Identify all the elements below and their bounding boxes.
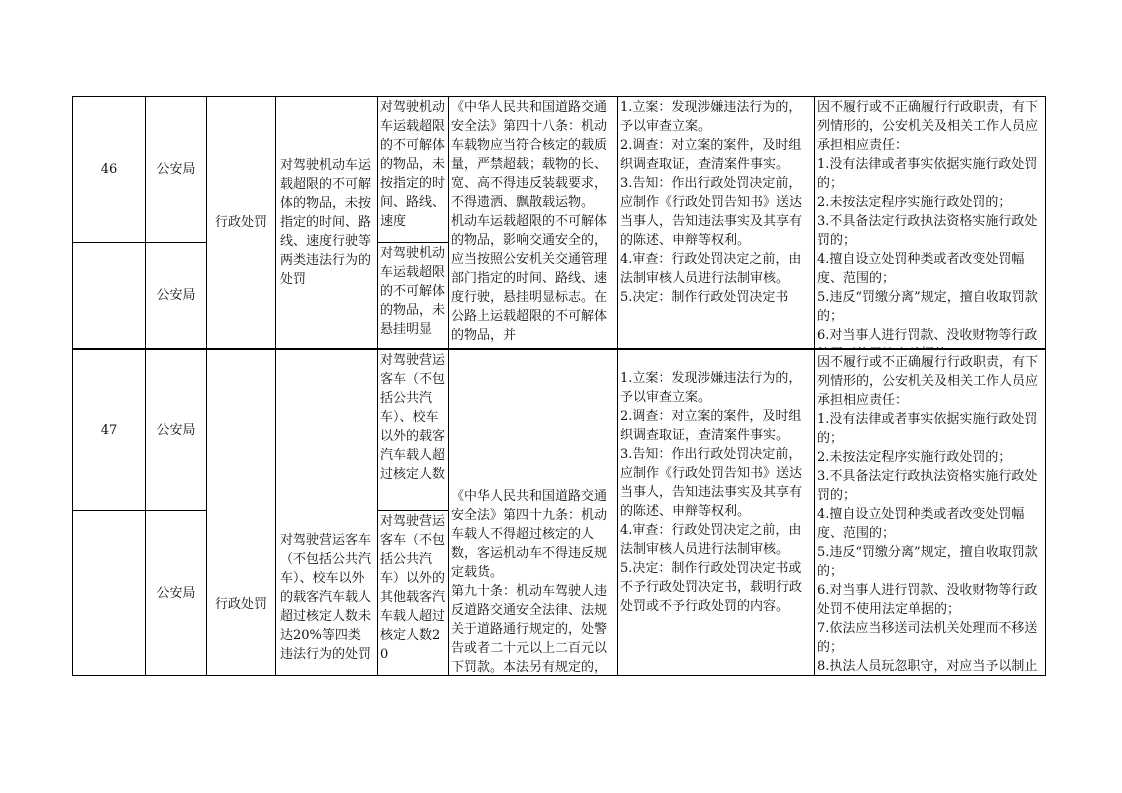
row47-item-name-cell: [276, 350, 377, 675]
row47-sub-item-b: 对驾驶营运客车（不包括公共汽车）以外的其他载客汽车载人超过核定人数20: [380, 514, 446, 662]
col-line-8: [1045, 96, 1046, 676]
row47-legal-basis-cell: [449, 350, 617, 675]
row47-procedure: 1.立案：发现涉嫌违法行为的，予以审查立案。 2.调查：对立案的案件，及时组织调查取证，查清案件事实。 3.告知：作出行政处罚决定前，应制作《行政处罚告知书》送达当事人，告知违法事实及其享有的陈述、申辩等权利。 4.审查：行政处罚决定之前，由法制审核人员进行法制审核。 5.决定：制作行政处罚决定书或不予行政处罚决定书，载明行政处罚或不予行政处罚的内容。: [620, 371, 803, 614]
row47-procedure-cell: [618, 350, 814, 675]
row47-category-label: 行政处罚: [214, 596, 267, 612]
row47-liability-cell: [815, 350, 1045, 675]
row47-dept-b: 公安局: [156, 585, 196, 601]
row46-legal-basis: 《中华人民共和国道路交通安全法》第四十八条：机动车载物应当符合核定的载质量，严禁超载；载物的长、宽、高不得违反装载要求，不得遗洒、飘散载运物。 机动车运载超限的不可解体的物品，影响交通安全的，应当按照公安机关交通管理部门指定的时间、路线、速度行驶，悬挂明显标志。在公路上运载超限的不可解体的物品，并: [451, 100, 608, 343]
table-bottom-border: [72, 675, 1046, 676]
row46-number: 46: [100, 162, 118, 177]
row46-category: 行政处罚: [214, 215, 267, 230]
row47-number: 47: [100, 422, 118, 438]
row46-sub-item-a: 对驾驶机动车运载超限的不可解体的物品，未按指定的时间、路线、速度: [380, 100, 446, 229]
row46-sub-item-b: 对驾驶机动车运载超限的不可解体的物品，未悬挂明显: [380, 246, 446, 337]
row46-procedure: 1.立案：发现涉嫌违法行为的，予以审查立案。 2.调查：对立案的案件，及时组织调查取证，查清案件事实。 3.告知：作出行政处罚决定前，应制作《行政处罚告知书》送达当事人，告知违法事实及其享有的陈述、申辩等权利。 4.审查：行政处罚决定之前，由法制审核人员进行法制审核。 5.决定：制作行政处罚决定书: [620, 100, 803, 305]
row47-category: [207, 350, 275, 675]
row46-liability: 因不履行或不正确履行行政职责，有下列情形的，公安机关及相关工作人员应承担相应责任： 1.没有法律或者事实依据实施行政处罚的； 2.未按法定程序实施行政处罚的； 3.不具备法定行政执法资格实施行政处罚的； 4.擅自设立处罚种类或者改变处罚幅度、范围的； 5.违反“罚缴分离”规定，擅自收取罚款的； 6.对当事人进行罚款、没收财物等行政: [817, 100, 1039, 343]
row47-sub-item-a: 对驾驶营运客车（不包括公共汽车）、校车以外的载客汽车载人超过核定人数: [380, 353, 446, 482]
row47-dept-a: 公安局: [156, 422, 196, 438]
row46-item-name: 对驾驶机动车运载超限的不可解体的物品，未按指定的时间、路线、速度行驶等两类违法行为的处罚: [280, 158, 372, 287]
row47-item-name: 对驾驶营运客车（不包括公共汽车）、校车以外的载客汽车载人超过核定人数未达20%等四类违法行为的处罚: [280, 533, 372, 662]
row46-dept-b: 公安局: [156, 288, 196, 303]
row47-legal-basis: 《中华人民共和国道路交通安全法》第四十九条：机动车载人不得超过核定的人数，客运机动车不得违反规定载货。 第九十条：机动车驾驶人违反道路交通安全法律、法规关于道路通行规定的，处警告或者二十元以上二百元以下罚款。本法另有规定的，: [451, 489, 608, 675]
row46-dept-a: 公安局: [156, 162, 196, 177]
row47-liability: 因不履行或不正确履行行政职责，有下列情形的，公安机关及相关工作人员应承担相应责任： 1.没有法律或者事实依据实施行政处罚的； 2.未按法定程序实施行政处罚的； 3.不具备法定行政执法资格实施行政处罚的； 4.擅自设立处罚种类或者改变处罚幅度、范围的； 5.违反“罚缴分离”规定，擅自收取罚款的； 6.对当事人进行罚款、没收财物等行政处罚不使用法定单据的； 7.依法应当移送司法机关处理而不移送的； 8.执法人员玩忽职守，对应当予以制止: [817, 355, 1039, 674]
